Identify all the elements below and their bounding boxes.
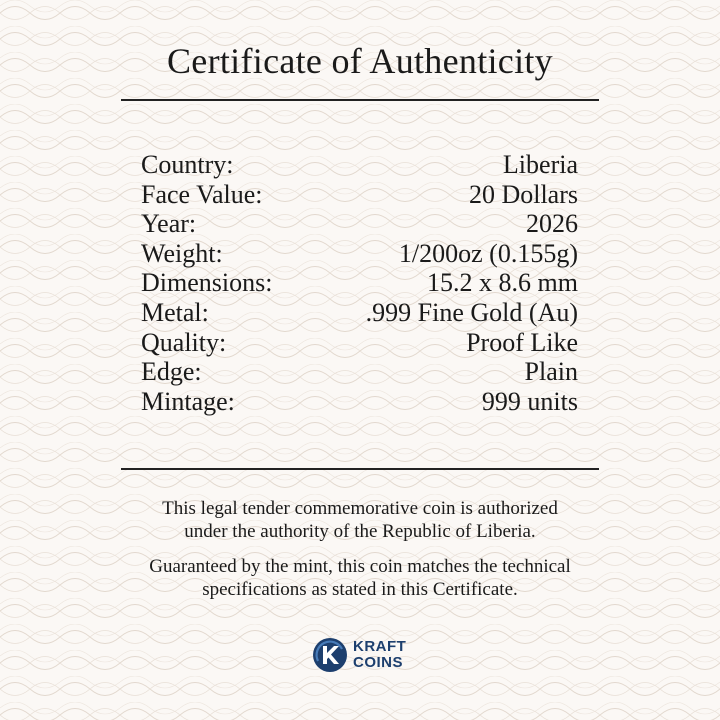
kraft-coins-logo-icon [312,637,348,673]
note-line: This legal tender commemorative coin is authorized [162,498,558,519]
spec-value: 2026 [526,209,578,239]
spec-label: Mintage: [141,386,235,416]
spec-row-year [141,209,578,239]
spec-value: Plain [524,357,578,387]
note-line: under the authority of the Republic of Liberia. [184,521,536,542]
spec-label: Year: [141,209,197,239]
spec-value: 1/200oz (0.155g) [398,238,578,268]
guarantee-note [0,555,720,601]
spec-value: Proof Like [466,327,578,357]
spec-label: Face Value: [141,179,263,209]
spec-row-edge [141,357,578,387]
spec-row-mintage [141,387,578,417]
logo-line-1: KRAFT [353,638,407,655]
spec-value: 20 Dollars [468,179,578,209]
spec-row-weight [141,239,578,269]
spec-label: Edge: [141,357,202,387]
spec-row-country [141,150,578,180]
top-divider [121,99,599,101]
note-line: Guaranteed by the mint, this coin matches the technical [149,556,571,577]
spec-value: Liberia [502,150,578,179]
spec-value: .999 Fine Gold (Au) [365,297,578,327]
spec-label: Metal: [141,297,209,327]
spec-row-dimensions [141,268,578,298]
logo-line-2: COINS [353,654,404,671]
spec-row-face-value [141,180,578,210]
spec-label: Country: [141,150,234,179]
spec-row-metal [141,298,578,328]
spec-label: Dimensions: [141,268,273,298]
kraft-coins-wordmark [353,639,406,671]
spec-row-quality [141,328,578,358]
spec-value: 15.2 x 8.6 mm [427,268,578,298]
note-line: specifications as stated in this Certificate. [202,579,518,600]
spec-label: Quality: [141,327,227,357]
spec-label: Weight: [141,238,223,268]
legal-tender-note [0,497,720,543]
certificate-title: Certificate of Authenticity [167,41,553,81]
bottom-divider [121,468,599,470]
kraft-coins-logo [312,636,406,674]
spec-value: 999 units [481,386,578,416]
spec-table [141,150,578,416]
